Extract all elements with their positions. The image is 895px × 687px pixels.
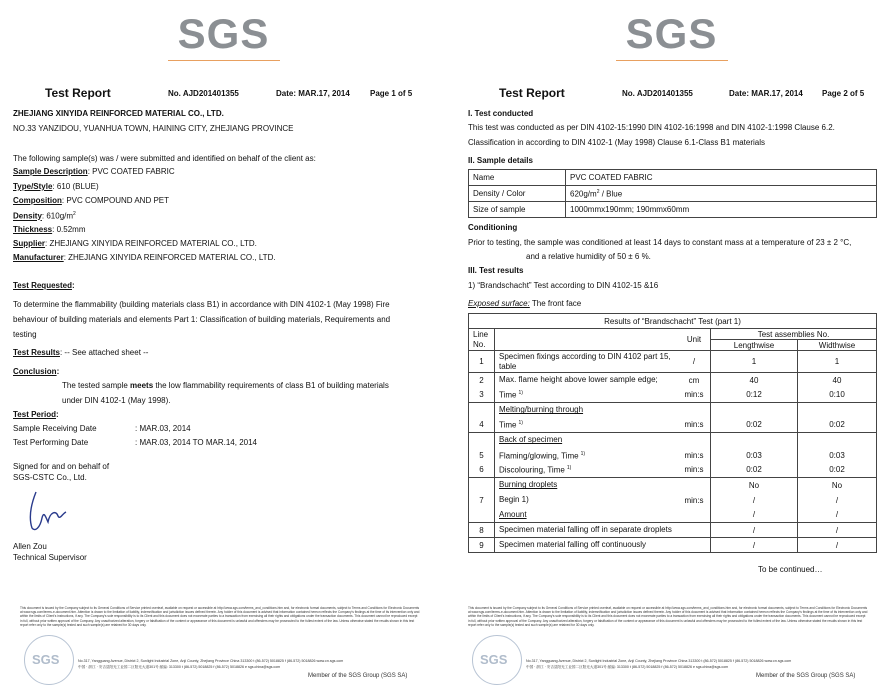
report-date: Date: MAR.17, 2014: [729, 89, 803, 98]
col-lengthwise: Lengthwise: [711, 340, 798, 351]
table-row: Amount / /: [469, 508, 877, 523]
signer-title: Technical Supervisor: [13, 553, 87, 562]
sample-field: Composition: PVC COMPOUND AND PET: [13, 196, 170, 205]
detail-value: 1000mmx190mm; 190mmx60mm: [566, 202, 877, 218]
sample-details-table: [468, 169, 877, 218]
conditioning-heading: Conditioning: [468, 223, 518, 232]
report-header: [448, 86, 895, 104]
test-requested-line: behaviour of building materials and elements Part 1: Classification of building materials, Requirements and: [13, 315, 391, 324]
table-row: 2 Max. flame height above lower sample edge; cm 40 40: [469, 373, 877, 388]
terms-footer: This document is issued by the Company subject to its General Conditions of Service printed overleaf, available on request or accessible at http://www.sgs.com/terms_and_conditions.htm and, for electronic format documents, subject to Terms and Conditions for Electronic Documents at www.sgs.com/terms-e-document.htm. Attention is drawn to the limitation of liability, indemnification and jurisdiction issues defined therein. Any holder of this document is advised that information contained hereon reflects the Company's findings at the time of its intervention only and within the limits of Client's instructions, if any. The Company's sole responsibility is to its Client and this document does not exonerate parties to a transaction from exercising all their rights and obligations under the transaction documents. This document cannot be reproduced except in full, without prior written approval of the Company. Any unauthorized alteration, forgery or falsification of the content or appearance of this document is unlawful and offenders may be prosecuted to the fullest extent of the law. Unless otherwise stated the results shown in this test report refer only to the sample(s) tested and such sample(s) are retained for 30 days only.: [20, 606, 420, 627]
report-page-1: [0, 0, 447, 687]
conditioning-line: and a relative humidity of 50 ± 6 %.: [526, 252, 651, 261]
sample-field: Sample Description: PVC COATED FABRIC: [13, 167, 175, 176]
sgs-stamp-icon: SGS: [24, 635, 74, 685]
sgs-logo: SGS: [448, 6, 895, 66]
conducted-line: This test was conducted as per DIN 4102-15:1990 DIN 4102-16:1998 and DIN 4102-1:1998 Clause 6.2.: [468, 123, 835, 132]
conditioning-line: Prior to testing, the sample was conditioned at least 14 days to constant mass at a temperature of 23 ± 2 °C,: [468, 238, 852, 247]
table-row: Melting/burning through: [469, 403, 877, 418]
section-test-conducted: I. Test conducted: [468, 109, 534, 118]
terms-footer: This document is issued by the Company subject to its General Conditions of Service printed overleaf, available on request or accessible at http://www.sgs.com/terms_and_conditions.htm and, for electronic format documents, subject to Terms and Conditions for Electronic Documents at www.sgs.com/terms-e-document.htm. Attention is drawn to the limitation of liability, indemnification and jurisdiction issues defined therein. Any holder of this document is advised that information contained hereon reflects the Company's findings at the time of its intervention only and within the limits of Client's instructions, if any. The Company's sole responsibility is to its Client and this document does not exonerate parties to a transaction from exercising all their rights and obligations under the transaction documents. This document cannot be reproduced except in full, without prior written approval of the Company. Any unauthorized alteration, forgery or falsification of the content or appearance of this document is unlawful and offenders may be prosecuted to the fullest extent of the law. Unless otherwise stated the results shown in this test report refer only to the sample(s) tested and such sample(s) are retained for 30 days only.: [468, 606, 868, 627]
signature-icon: [22, 488, 70, 534]
address-en: No.317, Yangguang Avenue, District 2, Sunlight Industrial Zone, Anji County, Zhejiang Province China 313300 t (86-572) 5018825 f (86-572) 5018826 www.cn.sgs.com: [526, 659, 792, 663]
col-unit: Unit: [678, 329, 711, 351]
page-number: Page 2 of 5: [822, 89, 865, 98]
report-date: Date: MAR.17, 2014: [276, 89, 350, 98]
col-line-no: Line No.: [469, 329, 495, 351]
signed-line: SGS-CSTC Co., Ltd.: [13, 473, 87, 482]
sgs-logo: SGS: [0, 6, 447, 66]
member-note: Member of the SGS Group (SGS SA): [756, 673, 856, 679]
col-assemblies: Test assemblies No.: [711, 329, 877, 340]
detail-value: $620g/m^2$ / Blue: [566, 186, 877, 202]
test-performing-label: Test Performing Date: [13, 438, 89, 447]
table-row: 7 Begin 1) min:s / /: [469, 493, 877, 508]
sample-field: Type/Style: 610 (BLUE): [13, 182, 99, 191]
client-company: ZHEJIANG XINYIDA REINFORCED MATERIAL CO., LTD.: [13, 109, 224, 118]
results-table-title: Results of “Brandschacht” Test (part 1): [469, 314, 877, 329]
detail-key: Size of sample: [469, 202, 566, 218]
page-number: Page 1 of 5: [370, 89, 413, 98]
client-address: NO.33 YANZIDOU, YUANHUA TOWN, HAINING CITY, ZHEJIANG PROVINCE: [13, 124, 294, 133]
address-cn: 中国 · 浙江 · 安吉县阳光工业园二区阳光大道301号 邮编: 313300 t (86-572) 5018825 f (86-572) 5018826 e sgs.china@sgs.com: [526, 665, 729, 669]
table-row: 3 Time $^{1)}$ min:s 0:12 0:10: [469, 388, 877, 403]
results-table: [468, 313, 877, 553]
sample-receiving-label: Sample Receiving Date: [13, 424, 97, 433]
address-cn: 中国 · 浙江 · 安吉县阳光工业园二区阳光大道301号 邮编: 313300 t (86-572) 5018825 f (86-572) 5018826 e sgs.china@sgs.com: [78, 665, 281, 669]
conclusion-text-2: under DIN 4102-1 (May 1998).: [62, 396, 171, 405]
test-results-line: Test Results: -- See attached sheet --: [13, 348, 149, 357]
detail-key: Name: [469, 170, 566, 186]
table-row: Burning droplets No No: [469, 478, 877, 493]
address-en: No.317, Yangguang Avenue, District 2, Sunlight Industrial Zone, Anji County, Zhejiang Province China 313300 t (86-572) 5018825 f (86-572) 5018826 www.cn.sgs.com: [78, 659, 344, 663]
sample-field: Density: $610g/m^2$: [13, 211, 76, 221]
table-row: 8 Specimen material falling off in separate droplets / /: [469, 523, 877, 538]
sample-field: Supplier: ZHEJIANG XINYIDA REINFORCED MATERIAL CO., LTD.: [13, 239, 257, 248]
table-row: 9 Specimen material falling off continuously / /: [469, 538, 877, 553]
intro-text: The following sample(s) was / were submitted and identified on behalf of the client as:: [13, 154, 316, 163]
test-requested-line: To determine the flammability (building materials class B1) in accordance with DIN 4102-1 (May 1998) Fire: [13, 300, 390, 309]
conclusion-text: The tested sample meets the low flammability requirements of class B1 of building materials: [62, 381, 389, 390]
report-title: Test Report: [45, 86, 111, 100]
signed-line: Signed for and on behalf of: [13, 462, 110, 471]
col-widthwise: Widthwise: [798, 340, 877, 351]
detail-value: PVC COATED FABRIC: [566, 170, 877, 186]
sample-field: Thickness: 0.52mm: [13, 225, 86, 234]
exposed-surface: Exposed surface: The front face: [468, 299, 582, 308]
brandschacht-item: 1) “Brandschacht” Test according to DIN 4102-15 &16: [468, 281, 659, 290]
test-requested-heading: Test Requested:: [13, 281, 75, 290]
section-test-results: III. Test results: [468, 266, 524, 275]
section-sample-details: II. Sample details: [468, 156, 533, 165]
report-number: No. AJD201401355: [622, 89, 693, 98]
test-period-heading: Test Period:: [13, 410, 59, 419]
report-header: [0, 86, 447, 104]
table-row: 4 Time $^{1)}$ min:s 0:02 0:02: [469, 418, 877, 433]
sgs-stamp-icon: SGS: [472, 635, 522, 685]
conclusion-heading: Conclusion:: [13, 367, 60, 376]
test-performing-value: : MAR.03, 2014 TO MAR.14, 2014: [135, 438, 257, 447]
table-row: 5 Flaming/glowing, Time $^{1)}$ min:s 0:03 0:03: [469, 448, 877, 463]
report-page-2: [448, 0, 895, 687]
detail-key: Density / Color: [469, 186, 566, 202]
signer-name: Allen Zou: [13, 542, 47, 551]
table-row: 6 Discolouring, Time $^{1)}$ min:s 0:02 0:02: [469, 463, 877, 478]
table-row: Back of specimen: [469, 433, 877, 448]
report-number: No. AJD201401355: [168, 89, 239, 98]
test-requested-line: testing: [13, 330, 37, 339]
conducted-line: Classification in according to DIN 4102-1 (May 1998) Clause 6.1-Class B1 materials: [468, 138, 766, 147]
to-be-continued: To be continued…: [758, 565, 823, 574]
sample-receiving-value: : MAR.03, 2014: [135, 424, 191, 433]
sample-field: Manufacturer: ZHEJIANG XINYIDA REINFORCED MATERIAL CO., LTD.: [13, 253, 276, 262]
table-row: 1 Specimen fixings according to DIN 4102 part 15, table / 1 1: [469, 351, 877, 373]
report-title: Test Report: [499, 86, 565, 100]
member-note: Member of the SGS Group (SGS SA): [308, 673, 408, 679]
